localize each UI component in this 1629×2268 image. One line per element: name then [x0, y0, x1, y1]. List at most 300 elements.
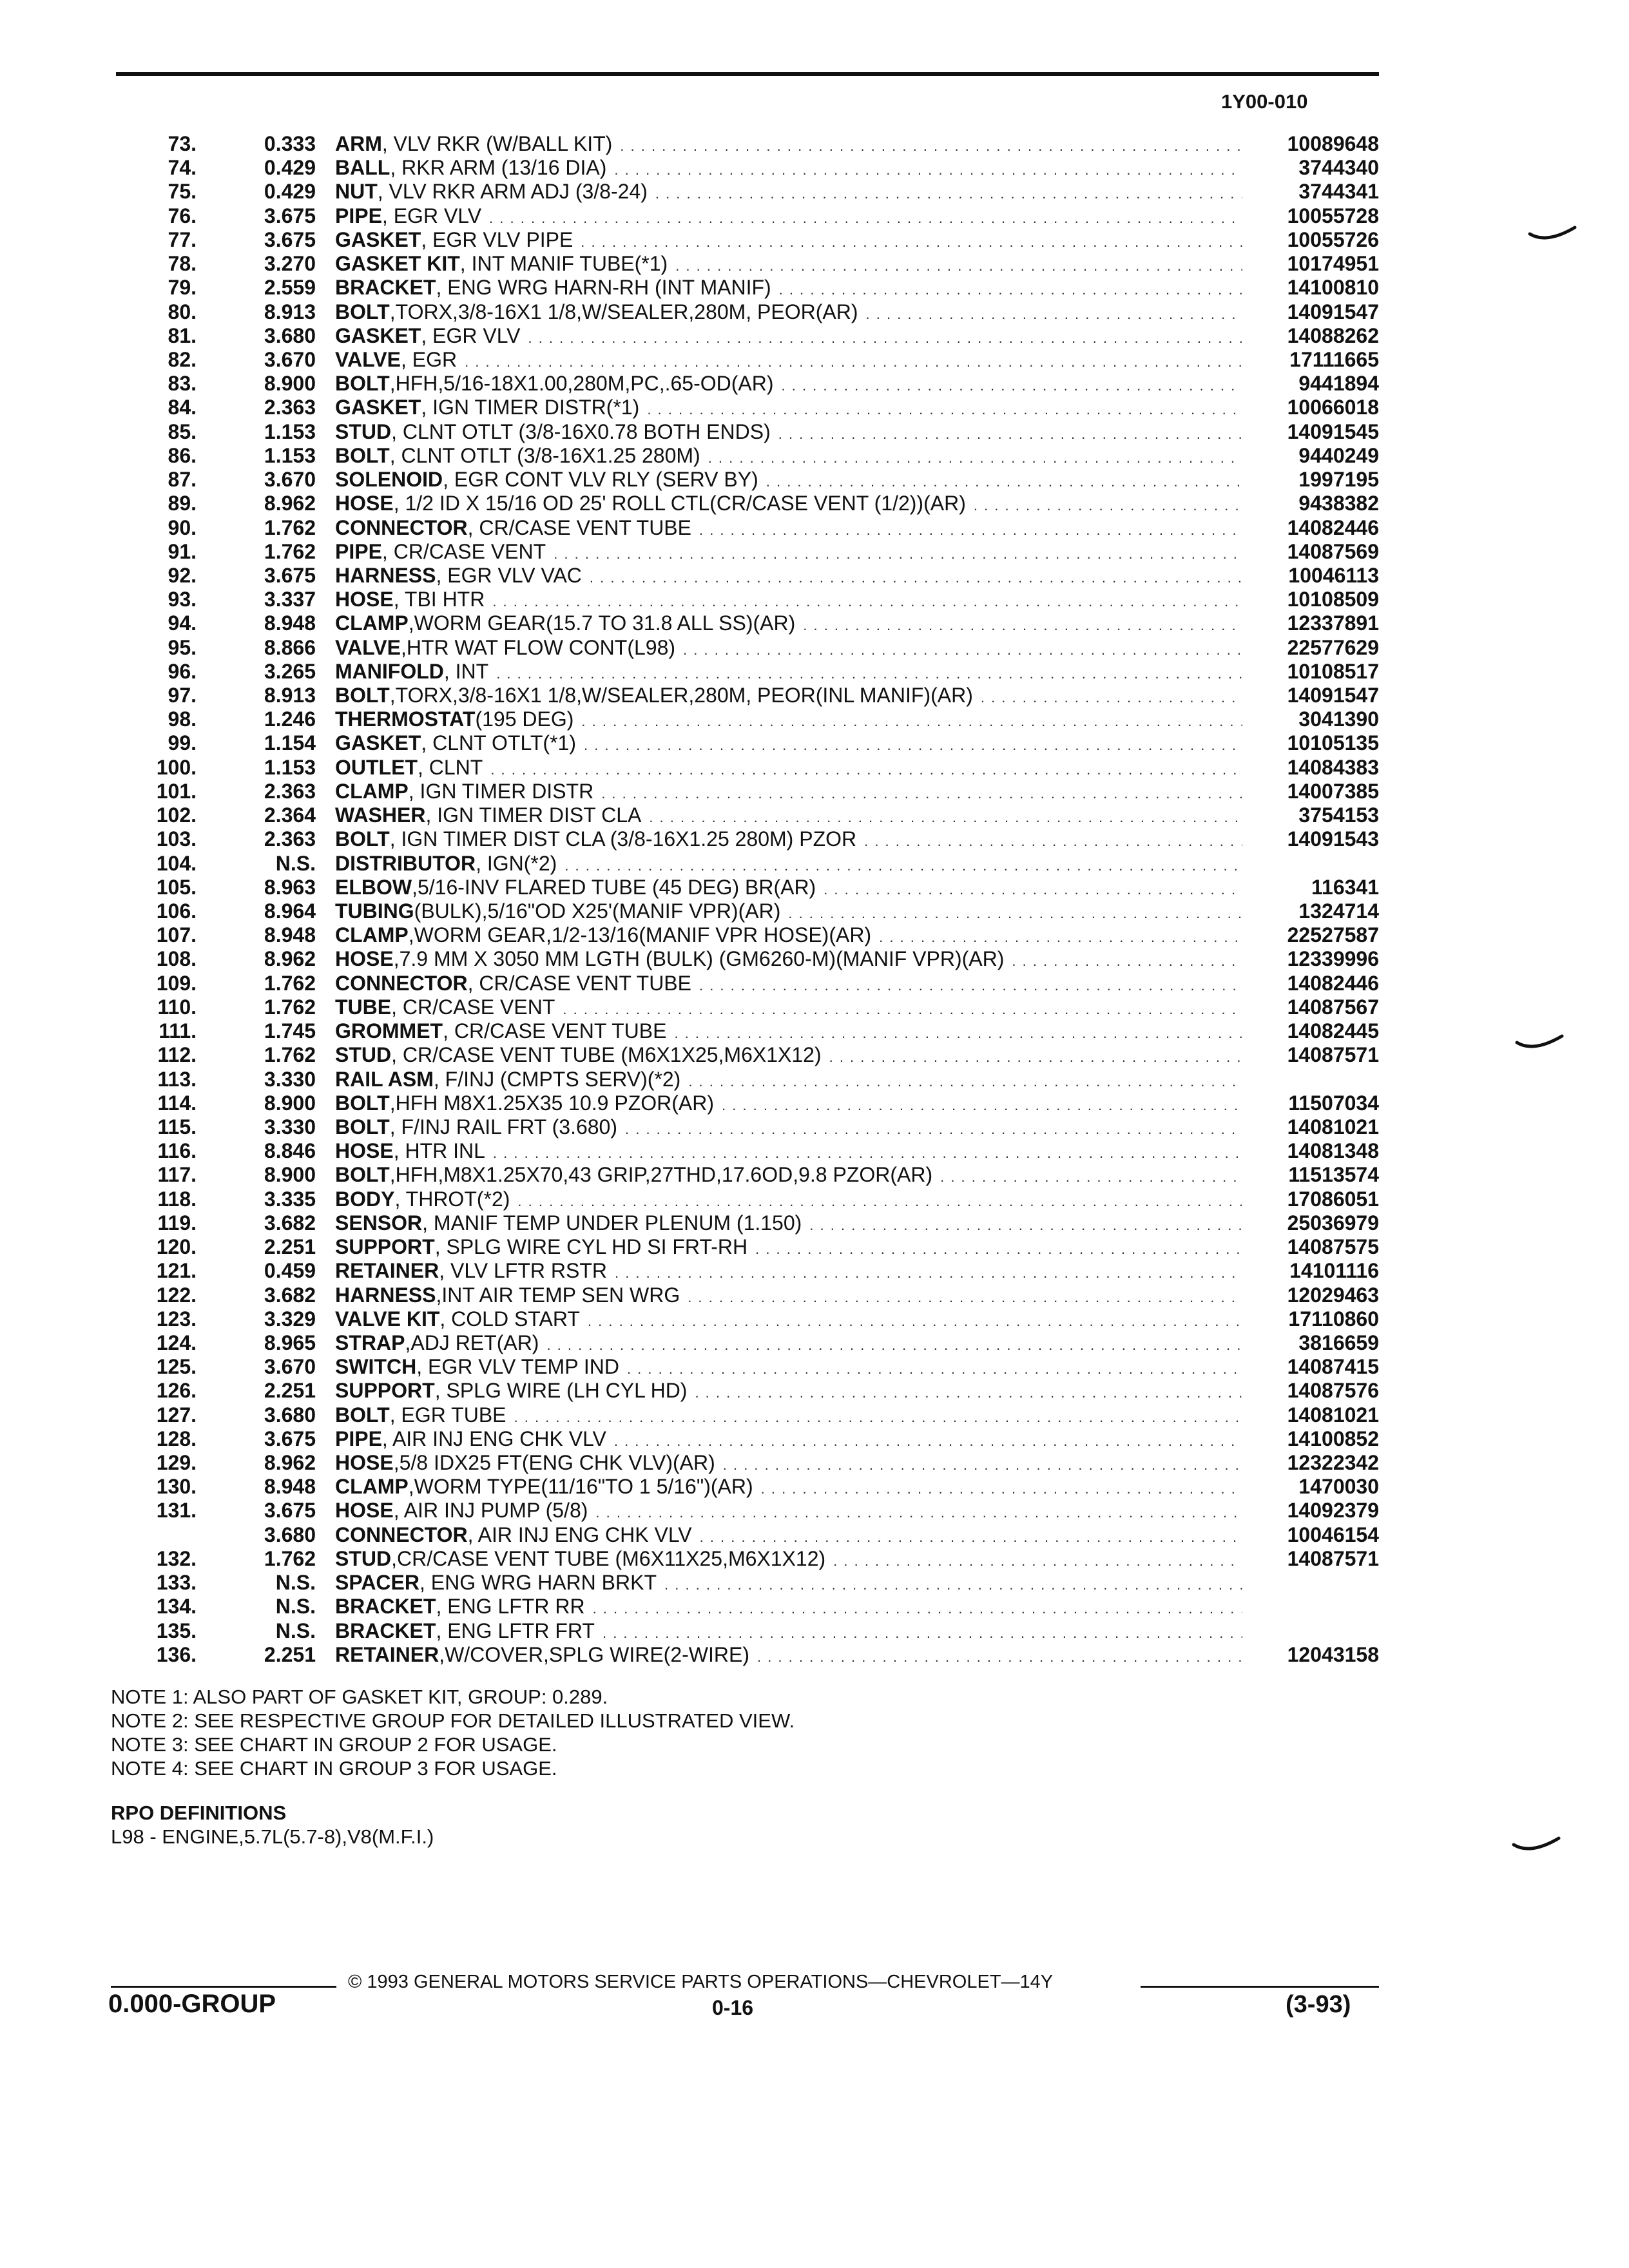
- part-description: [335, 1355, 1250, 1381]
- part-detail: , CR/CASE VENT TUBE: [467, 515, 691, 539]
- part-row: [97, 1259, 1379, 1283]
- parts-list: [97, 132, 1379, 1667]
- item-number: 121.: [156, 1259, 197, 1283]
- part-description: [335, 180, 1250, 206]
- group-number: 8.964: [264, 899, 316, 923]
- copyright-text: © 1993 GENERAL MOTORS SERVICE PARTS OPERATIONS—CHEVROLET—14Y: [348, 1972, 1054, 1992]
- leader-dots: [782, 374, 1243, 398]
- part-number: 1470030: [1298, 1475, 1379, 1499]
- part-name: SOLENOID: [335, 468, 443, 492]
- leader-dots: [688, 1070, 1242, 1093]
- group-number: 8.962: [264, 1451, 316, 1475]
- item-number: 91.: [168, 539, 197, 563]
- group-number: 3.682: [264, 1283, 316, 1307]
- part-number: 1997195: [1298, 468, 1379, 492]
- leader-dots: [803, 613, 1242, 637]
- leader-dots: [517, 1189, 1242, 1213]
- part-number: 10046154: [1287, 1523, 1379, 1546]
- part-row: [97, 1451, 1379, 1475]
- leader-dots: [528, 326, 1242, 350]
- item-number: 114.: [157, 1091, 197, 1115]
- part-row: [97, 1283, 1379, 1307]
- part-detail: , VLV LFTR RSTR: [439, 1259, 607, 1283]
- part-detail: , IGN TIMER DIST CLA: [425, 803, 642, 827]
- leader-dots: [595, 1501, 1242, 1524]
- group-number: 3.670: [264, 347, 316, 371]
- part-name: SUPPORT: [335, 1379, 435, 1403]
- part-name: GASKET: [335, 227, 421, 251]
- part-detail: , CR/CASE VENT: [381, 539, 546, 563]
- part-description: [335, 396, 1250, 421]
- part-name: BOLT: [335, 372, 390, 396]
- part-detail: , INT MANIF TUBE(*1): [459, 252, 668, 276]
- part-description: [335, 731, 1250, 757]
- group-number: 3.330: [264, 1115, 316, 1139]
- part-description: [335, 899, 1250, 925]
- group-number: 2.363: [264, 779, 316, 803]
- group-number: 1.745: [264, 1019, 316, 1043]
- part-name: STRAP: [335, 1331, 405, 1354]
- checkmark-icon: [1527, 222, 1579, 248]
- part-name: PIPE: [335, 204, 382, 227]
- note-line: NOTE 2: SEE RESPECTIVE GROUP FOR DETAILED ILLUSTRATED VIEW.: [111, 1709, 795, 1732]
- part-number: 22527587: [1287, 923, 1379, 947]
- part-number: 11507034: [1288, 1091, 1379, 1115]
- leader-dots: [700, 1525, 1242, 1549]
- part-description: [335, 228, 1250, 254]
- rpo-entry: L98 - ENGINE,5.7L(5.7-8),V8(M.F.I.): [111, 1825, 434, 1848]
- part-detail: ,5/8 IDX25 FT(ENG CHK VLV)(AR): [393, 1451, 715, 1475]
- item-number: 107.: [156, 923, 197, 947]
- part-description: [335, 516, 1250, 542]
- item-number: 127.: [156, 1403, 197, 1427]
- leader-dots: [699, 974, 1242, 997]
- part-number: 3816659: [1298, 1331, 1379, 1354]
- part-number: 9438382: [1298, 492, 1379, 515]
- part-number: 14084383: [1287, 755, 1379, 779]
- leader-dots: [649, 805, 1242, 829]
- item-number: 115.: [157, 1115, 197, 1139]
- part-row: [97, 516, 1379, 540]
- item-number: 124.: [156, 1331, 197, 1354]
- part-row: [97, 611, 1379, 635]
- part-row: [97, 876, 1379, 899]
- item-number: 116.: [157, 1139, 197, 1163]
- item-number: 74.: [168, 156, 197, 180]
- part-name: DISTRIBUTOR: [335, 851, 476, 875]
- part-number: 14007385: [1287, 779, 1379, 803]
- part-number: 3041390: [1298, 707, 1379, 731]
- part-detail: , THROT(*2): [394, 1187, 510, 1211]
- leader-dots: [581, 709, 1242, 733]
- part-name: THERMOSTAT: [335, 707, 476, 731]
- part-row: [97, 1595, 1379, 1619]
- leader-dots: [492, 590, 1242, 613]
- part-detail: , EGR VLV: [421, 323, 521, 347]
- leader-dots: [489, 206, 1242, 230]
- part-row: [97, 1307, 1379, 1331]
- item-number: 101.: [156, 779, 197, 803]
- item-number: 98.: [168, 707, 197, 731]
- part-number: 14082445: [1287, 1019, 1379, 1043]
- item-number: 109.: [156, 971, 197, 995]
- group-number: 1.153: [264, 755, 316, 779]
- leader-dots: [788, 901, 1242, 925]
- part-name: GASKET: [335, 323, 421, 347]
- part-number: 14100852: [1287, 1427, 1379, 1450]
- part-number: 3744340: [1298, 156, 1379, 180]
- part-detail: , F/INJ (CMPTS SERV)(*2): [433, 1067, 681, 1091]
- part-row: [97, 707, 1379, 731]
- rpo-title: RPO DEFINITIONS: [111, 1802, 287, 1824]
- part-description: [335, 1019, 1250, 1045]
- part-row: [97, 923, 1379, 947]
- part-row: [97, 444, 1379, 468]
- part-detail: , TBI HTR: [393, 588, 485, 611]
- footer-group-label: 0.000-GROUP: [108, 1990, 276, 2018]
- part-number: 12043158: [1287, 1642, 1379, 1666]
- part-description: [335, 300, 1250, 326]
- part-description: [335, 348, 1250, 374]
- item-number: 90.: [168, 515, 197, 539]
- part-row: [97, 1187, 1379, 1211]
- part-name: HOSE: [335, 947, 394, 971]
- group-number: 3.670: [264, 1355, 316, 1379]
- part-name: BOLT: [335, 1091, 390, 1115]
- part-number: 17086051: [1287, 1187, 1379, 1211]
- item-number: 132.: [156, 1546, 197, 1570]
- part-description: [335, 588, 1250, 613]
- part-name: VALVE: [335, 635, 401, 659]
- part-row: [97, 899, 1379, 923]
- part-name: CLAMP: [335, 611, 409, 635]
- leader-dots: [824, 878, 1242, 901]
- part-description: [335, 1379, 1250, 1405]
- part-name: BOLT: [335, 827, 390, 851]
- item-number: 103.: [156, 827, 197, 851]
- part-name: SPACER: [335, 1571, 419, 1595]
- part-row: [97, 1571, 1379, 1595]
- item-number: 119.: [157, 1211, 197, 1235]
- part-description: [335, 756, 1250, 782]
- group-number: 8.900: [264, 372, 316, 396]
- part-name: BOLT: [335, 443, 390, 467]
- part-name: BRACKET: [335, 276, 436, 300]
- leader-dots: [546, 1333, 1242, 1357]
- part-detail: ,W/COVER,SPLG WIRE(2-WIRE): [439, 1642, 749, 1666]
- group-number: 3.675: [264, 227, 316, 251]
- part-detail: , F/INJ RAIL FRT (3.680): [389, 1115, 617, 1139]
- part-number: 12029463: [1287, 1283, 1379, 1307]
- group-number: 2.251: [264, 1379, 316, 1403]
- part-detail: ,7.9 MM X 3050 MM LGTH (BULK) (GM6260-M)(MANIF VPR)(AR): [393, 947, 1005, 971]
- part-row: [97, 156, 1379, 180]
- leader-dots: [674, 1021, 1242, 1045]
- part-detail: , INT: [443, 659, 489, 683]
- part-number: 14092379: [1287, 1499, 1379, 1523]
- part-number: 14081348: [1287, 1139, 1379, 1163]
- group-number: 8.900: [264, 1163, 316, 1187]
- part-number: 14087576: [1287, 1379, 1379, 1403]
- part-row: [97, 1547, 1379, 1571]
- part-number: 10089648: [1287, 132, 1379, 155]
- part-description: [335, 1163, 1250, 1189]
- part-description: [335, 1619, 1250, 1645]
- item-number: 81.: [168, 323, 197, 347]
- part-name: CONNECTOR: [335, 515, 468, 539]
- leader-dots: [564, 854, 1242, 878]
- item-number: 118.: [157, 1187, 197, 1211]
- part-detail: , SPLG WIRE (LH CYL HD): [434, 1379, 688, 1403]
- part-description: [335, 1499, 1250, 1524]
- part-detail: , CR/CASE VENT TUBE: [467, 971, 691, 995]
- item-number: 131.: [156, 1499, 197, 1523]
- part-name: CLAMP: [335, 779, 409, 803]
- part-row: [97, 468, 1379, 492]
- part-number: 10055728: [1287, 204, 1379, 227]
- group-number: 1.762: [264, 515, 316, 539]
- part-row: [97, 204, 1379, 228]
- part-name: HOSE: [335, 1499, 394, 1523]
- part-row: [97, 972, 1379, 995]
- item-number: 113.: [157, 1067, 197, 1091]
- part-row: [97, 1379, 1379, 1403]
- part-detail: , CR/CASE VENT TUBE: [443, 1019, 667, 1043]
- part-detail: , RKR ARM (13/16 DIA): [390, 156, 607, 180]
- part-detail: ,TORX,3/8-16X1 1/8,W/SEALER,280M, PEOR(INL MANIF)(AR): [389, 684, 973, 707]
- item-number: 84.: [168, 396, 197, 419]
- part-detail: , ENG WRG HARN-RH (INT MANIF): [436, 276, 771, 300]
- group-number: 8.962: [264, 947, 316, 971]
- item-number: 123.: [156, 1307, 197, 1331]
- part-description: [335, 372, 1250, 398]
- part-description: [335, 1331, 1250, 1357]
- part-description: [335, 827, 1250, 853]
- part-name: SUPPORT: [335, 1235, 435, 1259]
- item-number: 99.: [168, 731, 197, 755]
- part-description: [335, 1091, 1250, 1117]
- part-name: MANIFOLD: [335, 659, 444, 683]
- part-detail: , CLNT OTLT (3/8-16X1.25 280M): [389, 443, 700, 467]
- leader-dots: [708, 446, 1242, 470]
- group-number: 0.429: [264, 180, 316, 204]
- leader-dots: [664, 1573, 1242, 1597]
- part-description: [335, 1475, 1250, 1501]
- leader-dots: [766, 470, 1242, 494]
- item-number: 136.: [156, 1642, 197, 1666]
- part-description: [335, 1643, 1250, 1669]
- part-detail: , IGN(*2): [476, 851, 557, 875]
- part-row: [97, 947, 1379, 971]
- part-name: STUD: [335, 1043, 392, 1067]
- part-number: 14091547: [1287, 684, 1379, 707]
- part-description: [335, 1068, 1250, 1093]
- group-number: 3.265: [264, 659, 316, 683]
- group-number: 1.762: [264, 1546, 316, 1570]
- group-number: 3.680: [264, 323, 316, 347]
- notes-section: [111, 1685, 795, 1780]
- group-number: 0.333: [264, 132, 316, 155]
- part-number: 12339996: [1287, 947, 1379, 971]
- part-name: STUD: [335, 1546, 392, 1570]
- leader-dots: [695, 1381, 1242, 1405]
- part-number: 14082446: [1287, 971, 1379, 995]
- leader-dots: [647, 398, 1242, 421]
- item-number: 86.: [168, 443, 197, 467]
- part-detail: , CLNT: [417, 755, 483, 779]
- part-detail: , HTR INL: [393, 1139, 485, 1163]
- part-name: CONNECTOR: [335, 1523, 468, 1546]
- leader-dots: [829, 1045, 1242, 1069]
- part-row: [97, 1499, 1379, 1523]
- part-name: PIPE: [335, 539, 382, 563]
- leader-dots: [809, 1213, 1242, 1237]
- part-description: [335, 636, 1250, 662]
- leader-dots: [490, 758, 1242, 782]
- part-description: [335, 995, 1250, 1021]
- part-description: [335, 1427, 1250, 1453]
- part-detail: ,WORM GEAR,1/2-13/16(MANIF VPR HOSE)(AR): [408, 923, 872, 947]
- part-name: GASKET: [335, 731, 421, 755]
- part-name: WASHER: [335, 803, 426, 827]
- part-description: [335, 1139, 1250, 1165]
- group-number: 8.962: [264, 492, 316, 515]
- part-description: [335, 324, 1250, 350]
- part-detail: , ENG LFTR FRT: [436, 1619, 595, 1642]
- note-line: NOTE 1: ALSO PART OF GASKET KIT, GROUP: 0.289.: [111, 1686, 608, 1708]
- item-number: 76.: [168, 204, 197, 227]
- part-description: [335, 660, 1250, 686]
- leader-dots: [493, 1141, 1242, 1165]
- part-detail: , CLNT OTLT(*1): [421, 731, 576, 755]
- part-row: [97, 660, 1379, 684]
- group-number: 2.251: [264, 1642, 316, 1666]
- item-number: 75.: [168, 180, 197, 204]
- part-name: BALL: [335, 156, 390, 180]
- part-name: CLAMP: [335, 1475, 409, 1499]
- part-row: [97, 276, 1379, 300]
- part-name: BODY: [335, 1187, 395, 1211]
- part-description: [335, 707, 1250, 733]
- part-detail: , EGR: [400, 347, 458, 371]
- part-name: CONNECTOR: [335, 971, 468, 995]
- leader-dots: [601, 782, 1242, 805]
- part-name: ELBOW: [335, 875, 412, 899]
- part-number: 3754153: [1298, 803, 1379, 827]
- part-detail: , VLV RKR ARM ADJ (3/8-24): [377, 180, 648, 204]
- item-number: 117.: [157, 1163, 197, 1187]
- group-number: 8.948: [264, 611, 316, 635]
- group-number: 3.337: [264, 588, 316, 611]
- part-name: RETAINER: [335, 1259, 439, 1283]
- part-detail: , ENG LFTR RR: [436, 1595, 585, 1619]
- leader-dots: [584, 733, 1242, 757]
- part-name: BOLT: [335, 1163, 390, 1187]
- group-number: 3.682: [264, 1211, 316, 1235]
- group-number: 3.670: [264, 468, 316, 492]
- part-row: [97, 1139, 1379, 1163]
- group-number: 3.675: [264, 204, 316, 227]
- leader-dots: [699, 518, 1242, 542]
- part-number: 9440249: [1298, 443, 1379, 467]
- part-number: 14087569: [1287, 539, 1379, 563]
- part-description: [335, 972, 1250, 997]
- part-name: NUT: [335, 180, 378, 204]
- group-number: 2.364: [264, 803, 316, 827]
- item-number: 92.: [168, 563, 197, 587]
- part-name: SENSOR: [335, 1211, 423, 1235]
- leader-dots: [627, 1357, 1242, 1381]
- leader-dots: [675, 254, 1242, 278]
- part-row: [97, 132, 1379, 156]
- part-name: BOLT: [335, 1115, 390, 1139]
- part-name: TUBE: [335, 995, 392, 1019]
- part-detail: , ENG WRG HARN BRKT: [419, 1571, 657, 1595]
- part-description: [335, 684, 1250, 709]
- part-row: [97, 1211, 1379, 1235]
- item-number: 108.: [156, 947, 197, 971]
- item-number: 73.: [168, 132, 197, 155]
- part-detail: , MANIF TEMP UNDER PLENUM (1.150): [422, 1211, 802, 1235]
- part-number: 14091547: [1287, 300, 1379, 323]
- part-detail: ,WORM GEAR(15.7 TO 31.8 ALL SS)(AR): [408, 611, 796, 635]
- leader-dots: [496, 662, 1242, 686]
- group-number: 3.675: [264, 1427, 316, 1450]
- part-number: 14088262: [1287, 323, 1379, 347]
- item-number: 102.: [156, 803, 197, 827]
- leader-dots: [615, 1261, 1242, 1285]
- rpo-definitions: [111, 1801, 434, 1849]
- footer-rule-left: [111, 1986, 336, 1988]
- part-name: GROMMET: [335, 1019, 443, 1043]
- part-name: CLAMP: [335, 923, 409, 947]
- part-detail: ,HTR WAT FLOW CONT(L98): [400, 635, 676, 659]
- group-number: 1.762: [264, 995, 316, 1019]
- part-number: 116341: [1311, 875, 1379, 899]
- leader-dots: [688, 1285, 1242, 1309]
- item-number: 100.: [156, 755, 197, 779]
- part-detail: , 1/2 ID X 15/16 OD 25' ROLL CTL(CR/CASE VENT (1/2))(AR): [393, 492, 966, 515]
- page-code: 1Y00-010: [1221, 90, 1308, 113]
- group-number: 0.429: [264, 156, 316, 180]
- leader-dots: [755, 1237, 1242, 1261]
- item-number: 134.: [156, 1595, 197, 1619]
- part-description: [335, 204, 1250, 230]
- part-row: [97, 1331, 1379, 1355]
- part-row: [97, 492, 1379, 515]
- item-number: 96.: [168, 659, 197, 683]
- leader-dots: [723, 1453, 1242, 1477]
- group-number: 2.559: [264, 276, 316, 300]
- group-number: 3.680: [264, 1523, 316, 1546]
- part-number: 10105135: [1287, 731, 1379, 755]
- leader-dots: [614, 1429, 1242, 1453]
- part-detail: , VLV RKR (W/BALL KIT): [381, 132, 613, 155]
- part-description: [335, 1307, 1250, 1333]
- leader-dots: [581, 230, 1242, 254]
- part-number: 14100810: [1287, 276, 1379, 300]
- part-description: [335, 420, 1250, 446]
- item-number: 135.: [156, 1619, 197, 1642]
- part-number: 14087571: [1287, 1546, 1379, 1570]
- part-detail: , IGN TIMER DISTR: [408, 779, 594, 803]
- item-number: 87.: [168, 468, 197, 492]
- part-number: 10046113: [1288, 563, 1379, 587]
- part-row: [97, 1163, 1379, 1187]
- part-row: [97, 372, 1379, 396]
- part-number: 3744341: [1298, 180, 1379, 204]
- part-row: [97, 1523, 1379, 1547]
